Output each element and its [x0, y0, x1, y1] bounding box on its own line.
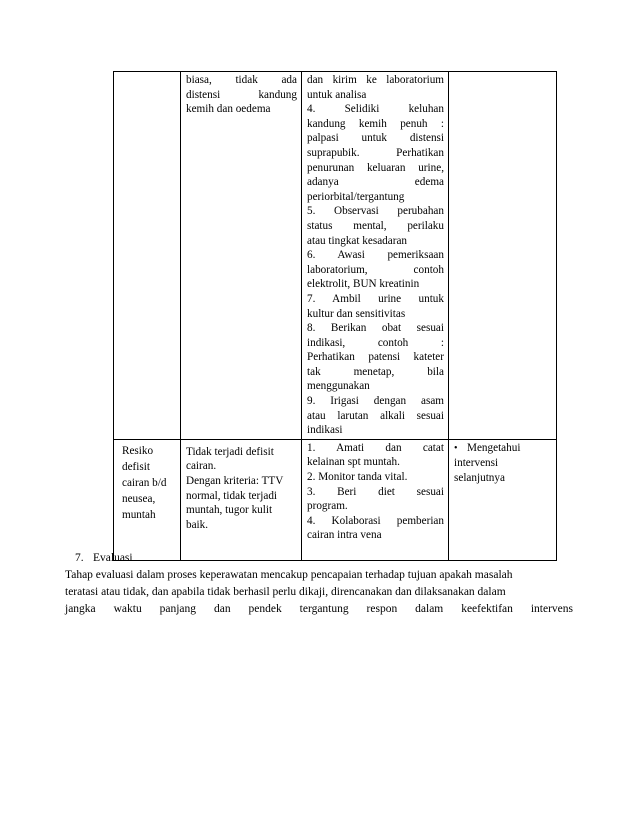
cell-line: program. — [307, 500, 348, 513]
rationale-cell — [449, 439, 557, 560]
cell-line: 3. Beri diet sesuai — [307, 485, 444, 498]
cell-line: cairan. — [186, 460, 217, 473]
cell-line: suprapubik. Perhatikan — [307, 146, 444, 159]
cell-line: menggunakan — [307, 380, 370, 393]
cell-line: biasa, tidak ada — [186, 74, 297, 86]
cell-line: tak menetap, bila — [307, 365, 444, 378]
cell-line: 9. Irigasi dengan asam — [307, 395, 444, 408]
cell-line: muntah — [122, 508, 156, 521]
cell-line: 2. Monitor tanda vital. — [307, 471, 408, 484]
rationale-cell — [449, 72, 557, 440]
section-heading — [65, 550, 573, 567]
goal-cell — [181, 72, 302, 440]
cell-line: palpasi untuk distensi — [307, 132, 444, 145]
intervention-cell — [302, 439, 449, 560]
cell-line: kelainan spt muntah. — [307, 456, 400, 469]
cell-line: kemih dan oedema — [186, 103, 271, 116]
cell-line: Perhatikan patensi kateter — [307, 351, 444, 364]
cell-line: kandung kemih penuh : — [307, 117, 444, 130]
cell-line: untuk analisa — [307, 88, 367, 101]
paragraph-line: jangka waktu panjang dan pendek tergantung respon dalam keefektifan intervens — [65, 603, 573, 615]
cell-line: intervensi — [454, 457, 499, 470]
cell-line: penurunan keluaran urine, — [307, 161, 444, 174]
cell-line: laboratorium, contoh — [307, 263, 444, 276]
cell-line: Tidak terjadi defisit — [186, 445, 274, 458]
cell-line: status mental, perilaku — [307, 219, 444, 232]
cell-line: indikasi, contoh : — [307, 336, 444, 349]
diagnosis-cell — [114, 72, 181, 440]
cell-line: neusea, — [122, 492, 156, 505]
nursing-care-table — [113, 71, 557, 561]
paragraph-line: teratasi atau tidak, dan apabila tidak berhasil perlu dikaji, direncanakan dan dilaksanakan dalam — [65, 586, 506, 598]
cell-line: 4. Kolaborasi pemberian — [307, 514, 444, 527]
cell-line: • Mengetahui — [454, 441, 552, 457]
cell-line: baik. — [186, 518, 209, 531]
paragraph-line: Tahap evaluasi dalam proses keperawatan mencakup pencapaian terhadap tujuan apakah masalah — [65, 569, 513, 581]
table-row — [114, 72, 557, 440]
cell-line: 6. Awasi pemeriksaan — [307, 249, 444, 262]
cell-line: cairan intra vena — [307, 529, 382, 542]
diagnosis-cell — [114, 439, 181, 560]
cell-line: Dengan kriteria: TTV — [186, 475, 284, 488]
cell-line: 4. Selidiki keluhan — [307, 103, 444, 116]
cell-line: cairan b/d — [122, 476, 167, 489]
cell-line: periorbital/tergantung — [307, 190, 405, 203]
cell-line: atau tingkat kesadaran — [307, 234, 408, 247]
table-row — [114, 439, 557, 560]
bullet-icon: • — [454, 442, 458, 454]
section-title: Evaluasi — [93, 552, 133, 564]
intervention-cell — [302, 72, 449, 440]
cell-line: Resiko — [122, 444, 154, 457]
cell-line: adanya edema — [307, 176, 444, 189]
cell-line: atau larutan alkali sesuai — [307, 409, 444, 422]
cell-line: kultur dan sensitivitas — [307, 307, 406, 320]
cell-line: 5. Observasi perubahan — [307, 205, 444, 218]
goal-cell — [181, 439, 302, 560]
cell-line: 7. Ambil urine untuk — [307, 292, 444, 305]
cell-line: 1. Amati dan catat — [307, 441, 444, 454]
cell-line: normal, tidak terjadi — [186, 489, 278, 502]
cell-line: selanjutnya — [454, 472, 505, 485]
section-number: 7. — [75, 552, 84, 564]
cell-line: dan kirim ke laboratorium — [307, 74, 444, 86]
cell-line: 8. Berikan obat sesuai — [307, 322, 444, 335]
cell-line: distensi kandung — [186, 88, 297, 101]
cell-line: indikasi — [307, 424, 343, 437]
evaluation-section — [65, 550, 573, 618]
cell-line: muntah, tugor kulit — [186, 504, 273, 517]
cell-line: defisit — [122, 460, 150, 473]
cell-line: elektrolit, BUN kreatinin — [307, 278, 420, 291]
